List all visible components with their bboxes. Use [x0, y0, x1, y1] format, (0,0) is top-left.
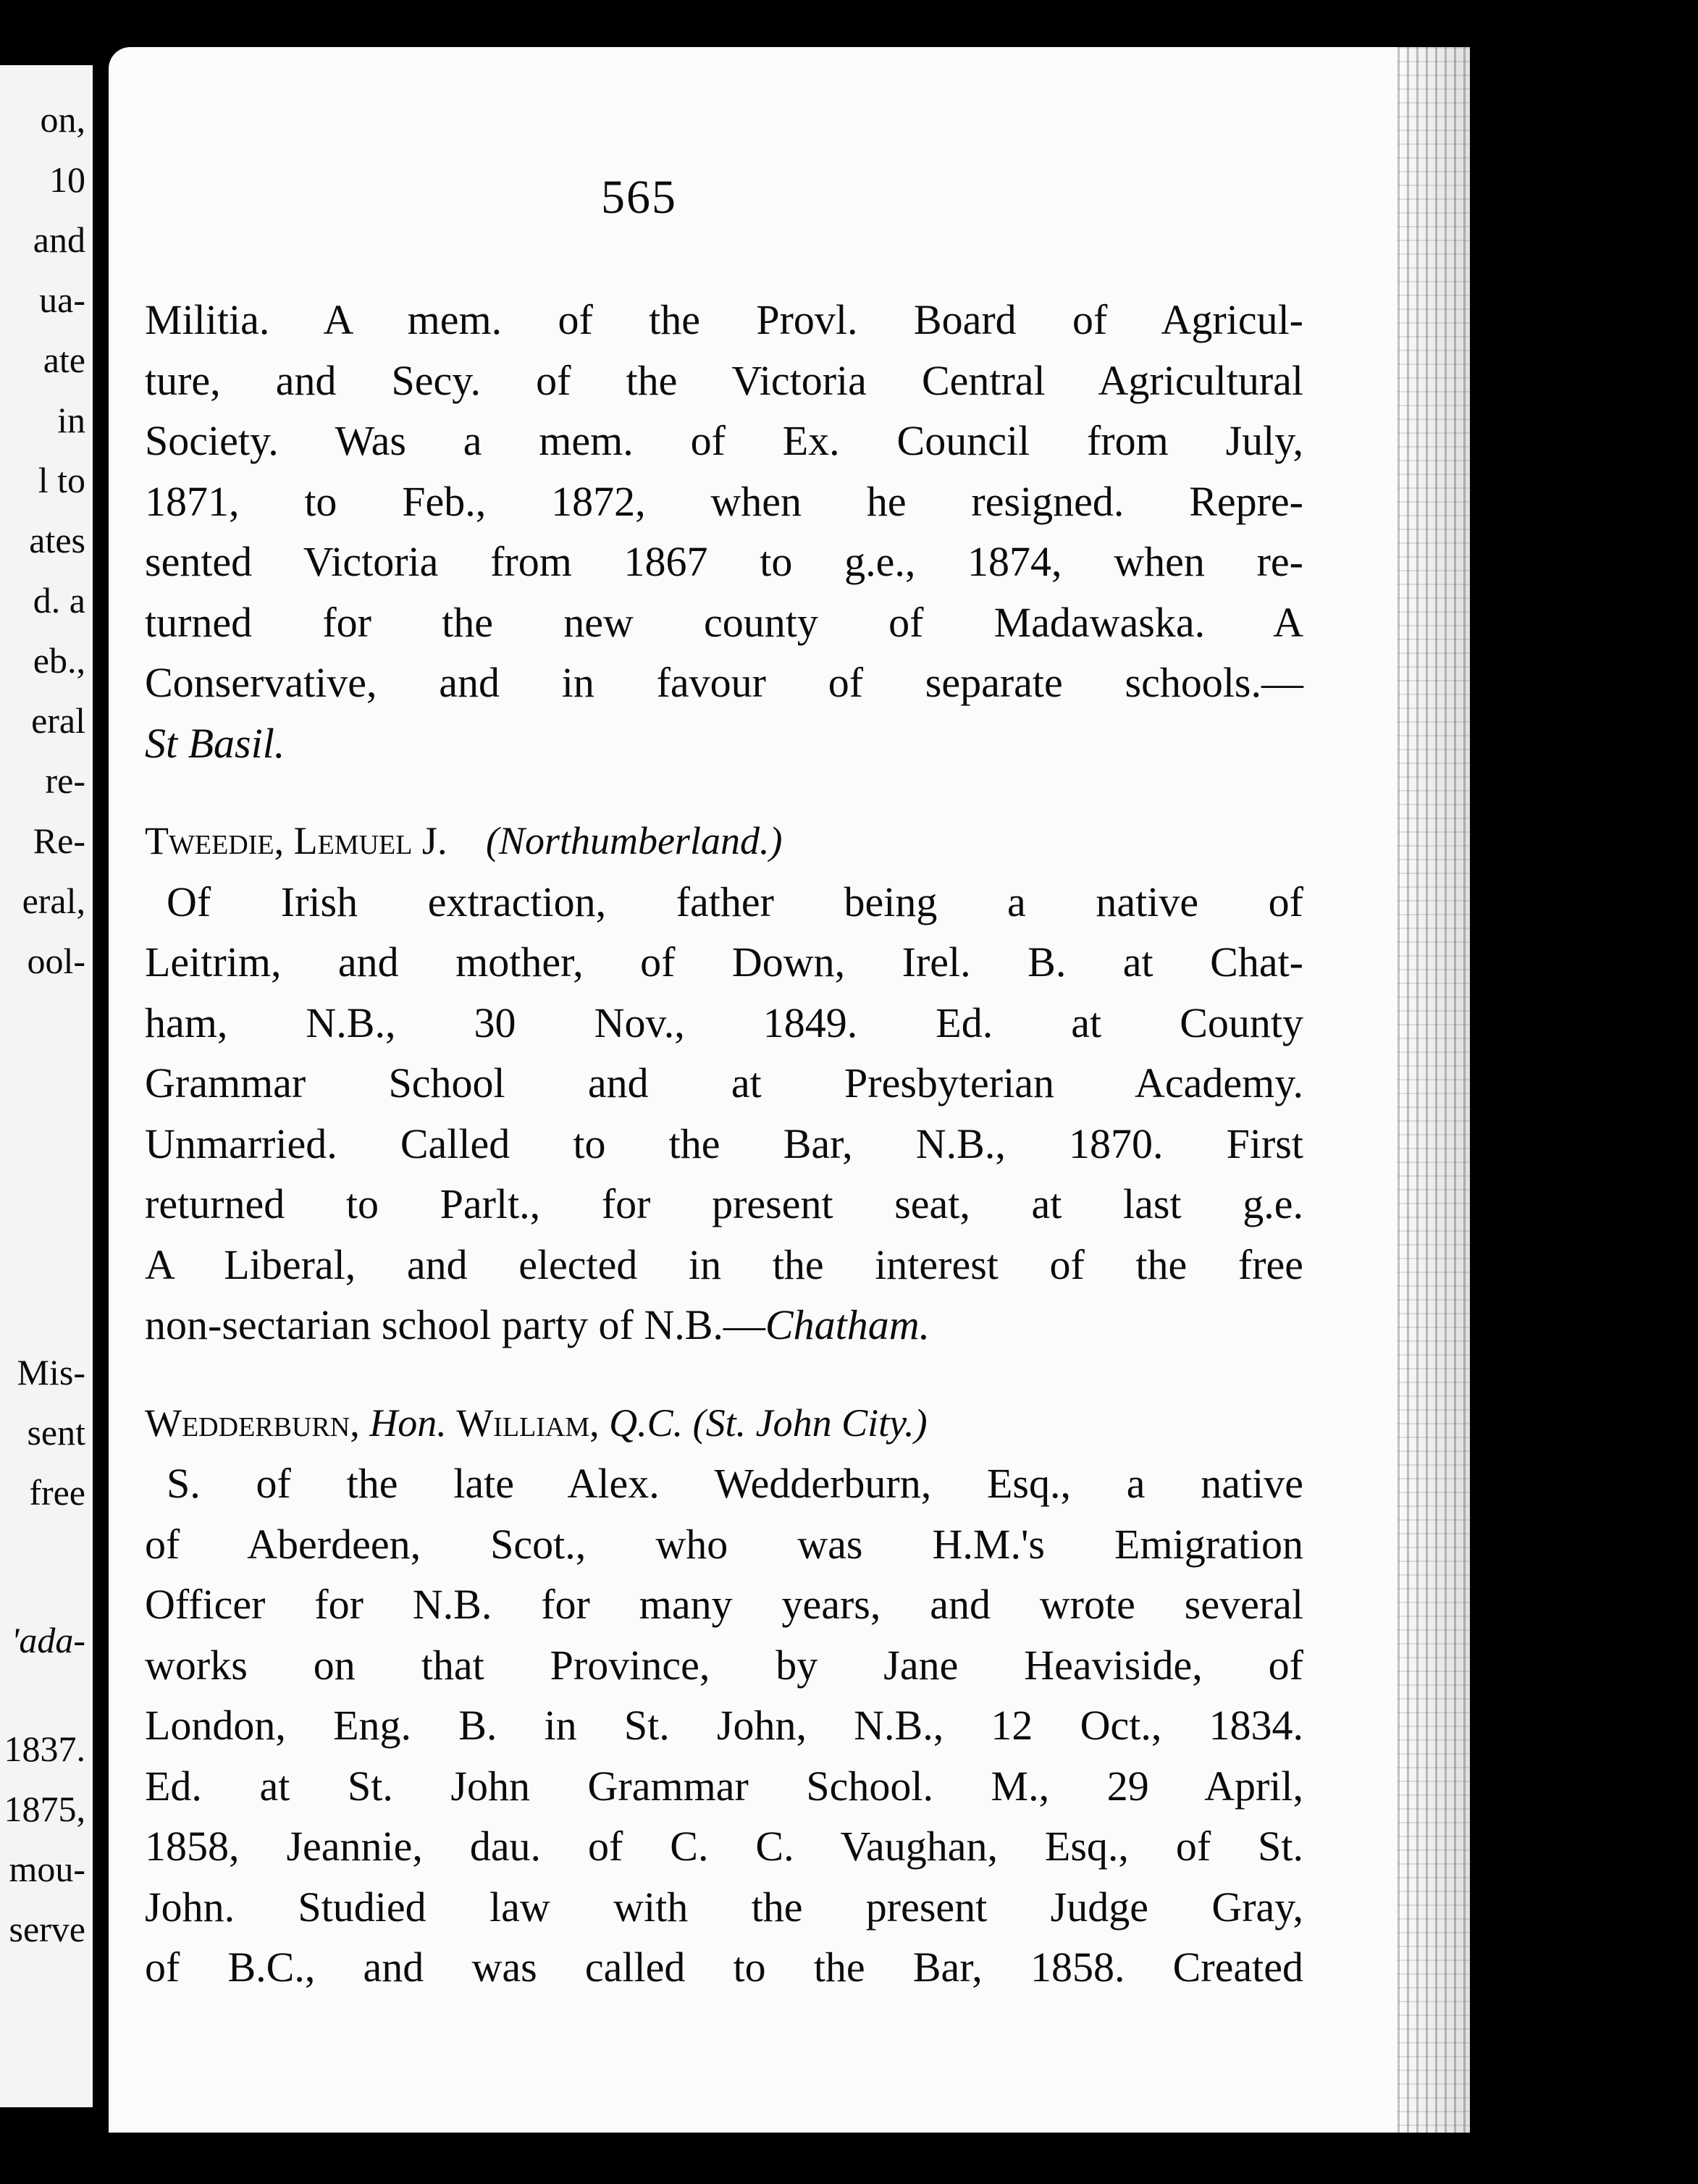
left-page-line: sent — [27, 1412, 85, 1453]
left-page-line: serve — [9, 1909, 85, 1949]
left-page-line: and — [33, 219, 85, 260]
left-page-line: re- — [45, 760, 85, 801]
entry-line: 1871, to Feb., 1872, when he resigned. Repre- — [145, 477, 1303, 525]
entry-title: Q.C. — [609, 1400, 684, 1445]
entry-line: ham, N.B., 30 Nov., 1849. Ed. at County — [145, 999, 1303, 1046]
entry-line: turned for the new county of Madawaska. A — [145, 598, 1303, 646]
page-text — [145, 290, 1303, 1998]
entry-line: of B.C., and was called to the Bar, 1858. Created — [145, 1944, 1303, 1991]
left-page-line: d. a — [33, 580, 85, 621]
entry-line: A Liberal, and elected in the interest of the free — [145, 1240, 1303, 1288]
entry-place: St Basil. — [145, 719, 285, 767]
entry-forename: William, — [456, 1400, 600, 1445]
adjacent-page-strip — [0, 65, 93, 2107]
left-page-line: ool- — [27, 941, 85, 981]
left-page-line: l to — [38, 460, 85, 500]
left-page-line: 1875, — [4, 1789, 85, 1829]
left-page-line: free — [29, 1472, 85, 1513]
entry-constituency: (St. John City.) — [692, 1400, 928, 1445]
entry-line: sented Victoria from 1867 to g.e., 1874, when re- — [145, 538, 1303, 585]
left-page-line: 'ada- — [11, 1620, 85, 1660]
entry-line: returned to Parlt., for present seat, at last g.e. — [145, 1180, 1303, 1227]
entry-heading — [145, 1393, 1303, 1454]
entry-line: London, Eng. B. in St. John, N.B., 12 Oct., 1834. — [145, 1702, 1303, 1749]
left-page-line: Mis- — [17, 1352, 85, 1393]
left-page-line: in — [57, 400, 85, 440]
left-page-line: mou- — [9, 1849, 85, 1889]
page-number: 565 — [601, 171, 677, 224]
left-page-line: eral — [31, 700, 85, 741]
entry-line: Grammar School and at Presbyterian Academy. — [145, 1059, 1303, 1106]
entry-continuation — [145, 290, 1303, 773]
entry-line: Officer for N.B. for many years, and wrote several — [145, 1581, 1303, 1628]
entry-line: Society. Was a mem. of Ex. Council from July, — [145, 417, 1303, 464]
entry-heading — [145, 811, 1303, 872]
left-page-line: eral, — [22, 881, 85, 921]
entry-line-text: non-sectarian school party of N.B.— — [145, 1301, 765, 1348]
left-page-line: ates — [29, 520, 85, 560]
entry-line: Conservative, and in favour of separate schools.— — [145, 659, 1303, 706]
entry-line — [145, 1295, 1303, 1356]
entry-honorific: Hon. — [369, 1400, 447, 1445]
page-edge-shadow — [1398, 47, 1470, 2133]
left-page-line: Re- — [33, 820, 85, 861]
entry-place: Chatham. — [765, 1301, 930, 1348]
entry-line: Unmarried. Called to the Bar, N.B., 1870. First — [145, 1120, 1303, 1167]
left-page-line: ua- — [39, 280, 85, 320]
entry-surname: Wedderburn, — [145, 1400, 360, 1445]
left-page-line: eb., — [33, 640, 85, 681]
entry-line: Militia. A mem. of the Provl. Board of Agricul- — [145, 296, 1303, 343]
left-page-line: 10 — [49, 159, 85, 200]
entry-line: John. Studied law with the present Judge Gray, — [145, 1883, 1303, 1931]
entry-constituency: (Northumberland.) — [485, 819, 783, 862]
entry-line: Leitrim, and mother, of Down, Irel. B. at Chat- — [145, 938, 1303, 986]
book-page — [109, 47, 1470, 2133]
entry-name: Tweedie, Lemuel J. — [145, 819, 447, 862]
entry-line: Ed. at St. John Grammar School. M., 29 April, — [145, 1762, 1303, 1810]
entry-line: S. of the late Alex. Wedderburn, Esq., a native — [167, 1460, 1303, 1507]
left-page-line: ate — [43, 340, 85, 380]
entry-line: works on that Province, by Jane Heaviside, of — [145, 1641, 1303, 1689]
entry-line: Of Irish extraction, father being a native of — [167, 878, 1303, 925]
entry-line: of Aberdeen, Scot., who was H.M.'s Emigration — [145, 1520, 1303, 1568]
entry-line: ture, and Secy. of the Victoria Central Agricultural — [145, 356, 1303, 404]
left-page-line: on, — [40, 99, 85, 140]
left-page-line: 1837. — [4, 1729, 85, 1769]
entry-tweedie — [145, 811, 1303, 1356]
entry-line: 1858, Jeannie, dau. of C. C. Vaughan, Esq., of St. — [145, 1823, 1303, 1870]
entry-wedderburn — [145, 1393, 1303, 1998]
